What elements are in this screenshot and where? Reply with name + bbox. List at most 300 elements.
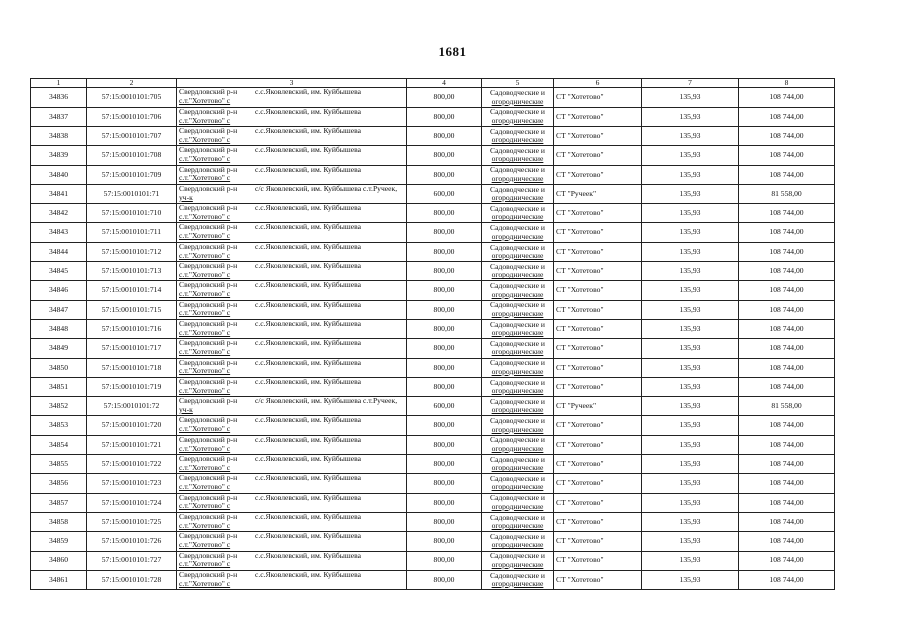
cadastral-value: 108 744,00 (739, 242, 835, 261)
land-purpose (482, 146, 554, 165)
record-number: 34847 (31, 300, 87, 319)
column-header: 6 (554, 79, 642, 88)
land-purpose (482, 88, 554, 107)
land-purpose (482, 570, 554, 589)
district (179, 108, 237, 126)
village: с/с Яковлевский, им. Куйбышева с.т.Ручеек, (255, 396, 398, 406)
cadastral-number: 57:15:0010101:722 (87, 455, 177, 474)
district-line: Свердловский р-н (179, 531, 238, 541)
cadastral-number: 57:15:0010101:705 (87, 88, 177, 107)
table-row (31, 88, 835, 107)
specific-value: 135,93 (642, 493, 739, 512)
record-number: 34851 (31, 377, 87, 396)
district (179, 301, 237, 319)
specific-value: 135,93 (642, 165, 739, 184)
table-row (31, 184, 835, 203)
specific-value: 135,93 (642, 474, 739, 493)
district-line: Свердловский р-н (179, 435, 238, 444)
purpose-line-2: огороднические (491, 212, 544, 222)
district-line: Свердловский р-н (179, 551, 238, 560)
cadastral-value: 108 744,00 (739, 339, 835, 358)
address-cell (177, 416, 407, 435)
village: с.с.Яковлевский, им. Куйбышева (255, 512, 361, 521)
registry-table (30, 78, 835, 590)
cadastral-number: 57:15:0010101:706 (87, 107, 177, 126)
address-cell (177, 358, 407, 377)
organization: СТ "Хотетово" (554, 532, 642, 551)
district-line: Свердловский р-н (179, 184, 238, 193)
purpose-line-2: огороднические (491, 501, 544, 511)
district-line-2: с.т."Хотетово" с (179, 96, 231, 106)
table-row (31, 397, 835, 416)
organization: СТ "Хотетово" (554, 146, 642, 165)
record-number: 34836 (31, 88, 87, 107)
specific-value: 135,93 (642, 551, 739, 570)
address-cell (177, 551, 407, 570)
purpose-line-2: огороднические (491, 96, 544, 106)
specific-value: 135,93 (642, 377, 739, 396)
purpose-line-2: огороднические (491, 328, 544, 338)
district-line: Свердловский р-н (179, 415, 238, 425)
area: 800,00 (407, 242, 482, 261)
record-number: 34848 (31, 319, 87, 338)
purpose-line-2: огороднические (491, 482, 544, 492)
district (179, 204, 237, 222)
area: 800,00 (407, 146, 482, 165)
district-line: Свердловский р-н (179, 222, 238, 232)
district (179, 243, 237, 261)
land-purpose (482, 339, 554, 358)
organization: СТ "Хотетово" (554, 493, 642, 512)
village: с.с.Яковлевский, им. Куйбышева (255, 435, 361, 444)
table-row (31, 146, 835, 165)
table-row (31, 570, 835, 589)
table-row (31, 165, 835, 184)
purpose-line-2: огороднические (491, 270, 544, 280)
column-header: 1 (31, 79, 87, 88)
village: с.с.Яковлевский, им. Куйбышева (255, 280, 361, 290)
purpose-line: Садоводческие и (490, 358, 545, 368)
organization: СТ "Хотетово" (554, 242, 642, 261)
cadastral-value: 108 744,00 (739, 127, 835, 146)
address-cell (177, 88, 407, 107)
cadastral-value: 108 744,00 (739, 165, 835, 184)
organization: СТ "Хотетово" (554, 570, 642, 589)
cadastral-value: 108 744,00 (739, 262, 835, 281)
village: с.с.Яковлевский, им. Куйбышева (255, 242, 361, 251)
village: с.с.Яковлевский, им. Куйбышева (255, 319, 361, 328)
district-line-2: с.т."Хотетово" с (179, 443, 231, 453)
district (179, 397, 237, 415)
table-row (31, 435, 835, 454)
purpose-line-2: огороднические (491, 559, 544, 569)
record-number: 34843 (31, 223, 87, 242)
district-line: Свердловский р-н (179, 377, 238, 386)
record-number: 34838 (31, 127, 87, 146)
organization: СТ "Хотетово" (554, 339, 642, 358)
table-row (31, 455, 835, 474)
cadastral-value: 108 744,00 (739, 416, 835, 435)
cadastral-value: 108 744,00 (739, 493, 835, 512)
purpose-line-2: огороднические (491, 521, 544, 531)
specific-value: 135,93 (642, 184, 739, 203)
cadastral-value: 108 744,00 (739, 532, 835, 551)
organization: СТ "Хотетово" (554, 300, 642, 319)
district-line-2: с.т."Хотетово" с (179, 115, 231, 125)
specific-value: 135,93 (642, 435, 739, 454)
cadastral-value: 108 744,00 (739, 358, 835, 377)
column-header: 8 (739, 79, 835, 88)
address-cell (177, 184, 407, 203)
table-row (31, 358, 835, 377)
record-number: 34852 (31, 397, 87, 416)
area: 800,00 (407, 455, 482, 474)
cadastral-number: 57:15:0010101:718 (87, 358, 177, 377)
address-cell (177, 281, 407, 300)
purpose-line: Садоводческие и (490, 319, 545, 329)
district-line-2: с.т."Хотетово" с (179, 211, 231, 221)
organization: СТ "Хотетово" (554, 319, 642, 338)
cadastral-value: 108 744,00 (739, 455, 835, 474)
land-purpose (482, 377, 554, 396)
district-line: Свердловский р-н (179, 203, 238, 213)
specific-value: 135,93 (642, 88, 739, 107)
cadastral-value: 108 744,00 (739, 512, 835, 531)
cadastral-number: 57:15:0010101:719 (87, 377, 177, 396)
village: с.с.Яковлевский, им. Куйбышева (255, 570, 361, 579)
district-line: Свердловский р-н (179, 570, 238, 579)
record-number: 34861 (31, 570, 87, 589)
area: 800,00 (407, 204, 482, 223)
district-line-2: с.т."Хотетово" с (179, 347, 231, 357)
village: с.с.Яковлевский, им. Куйбышева (255, 531, 361, 541)
cadastral-number: 57:15:0010101:725 (87, 512, 177, 531)
specific-value: 135,93 (642, 397, 739, 416)
purpose-line-2: огороднические (491, 154, 544, 164)
district-line-2: с.т."Хотетово" с (179, 578, 231, 588)
address-cell (177, 107, 407, 126)
land-purpose (482, 416, 554, 435)
purpose-line-2: огороднические (491, 173, 544, 183)
cadastral-number: 57:15:0010101:724 (87, 493, 177, 512)
table-row (31, 107, 835, 126)
land-purpose (482, 300, 554, 319)
table-row (31, 281, 835, 300)
organization: СТ "Хотетово" (554, 88, 642, 107)
district (179, 552, 237, 570)
purpose-line: Садоводческие и (490, 126, 545, 136)
district (179, 262, 237, 280)
purpose-line: Садоводческие и (490, 184, 545, 194)
district-line-2: с.т."Хотетово" с (179, 269, 231, 279)
table-row (31, 223, 835, 242)
record-number: 34842 (31, 204, 87, 223)
specific-value: 135,93 (642, 262, 739, 281)
village: с.с.Яковлевский, им. Куйбышева (255, 551, 361, 560)
specific-value: 135,93 (642, 242, 739, 261)
record-number: 34860 (31, 551, 87, 570)
purpose-line-2: огороднические (491, 405, 544, 415)
specific-value: 135,93 (642, 455, 739, 474)
district-line: Свердловский р-н (179, 319, 238, 328)
purpose-line: Садоводческие и (490, 165, 545, 175)
record-number: 34841 (31, 184, 87, 203)
village: с.с.Яковлевский, им. Куйбышева (255, 493, 361, 502)
district-line: Свердловский р-н (179, 145, 238, 155)
village: с.с.Яковлевский, им. Куйбышева (255, 358, 361, 367)
purpose-line: Садоводческие и (490, 203, 545, 213)
area: 800,00 (407, 551, 482, 570)
district (179, 513, 237, 531)
cadastral-number: 57:15:0010101:727 (87, 551, 177, 570)
organization: СТ "Хотетово" (554, 262, 642, 281)
specific-value: 135,93 (642, 300, 739, 319)
organization: СТ "Хотетово" (554, 223, 642, 242)
purpose-line: Садоводческие и (490, 146, 545, 156)
cadastral-value: 108 744,00 (739, 435, 835, 454)
cadastral-number: 57:15:0010101:717 (87, 339, 177, 358)
village: с.с.Яковлевский, им. Куйбышева (255, 107, 361, 116)
purpose-line: Садоводческие и (490, 242, 545, 252)
village: с.с.Яковлевский, им. Куйбышева (255, 338, 361, 348)
land-purpose (482, 493, 554, 512)
village: с.с.Яковлевский, им. Куйбышева (255, 203, 361, 213)
organization: СТ "Хотетово" (554, 455, 642, 474)
district-line: Свердловский р-н (179, 358, 238, 367)
area: 800,00 (407, 223, 482, 242)
record-number: 34839 (31, 146, 87, 165)
area: 800,00 (407, 339, 482, 358)
cadastral-number: 57:15:0010101:709 (87, 165, 177, 184)
land-purpose (482, 474, 554, 493)
address-cell (177, 397, 407, 416)
land-purpose (482, 184, 554, 203)
village: с.с.Яковлевский, им. Куйбышева (255, 454, 361, 464)
district-line-2: с.т."Хотетово" с (179, 520, 231, 530)
district (179, 146, 237, 164)
area: 800,00 (407, 532, 482, 551)
area: 800,00 (407, 262, 482, 281)
land-purpose (482, 223, 554, 242)
area: 800,00 (407, 300, 482, 319)
address-cell (177, 146, 407, 165)
organization: СТ "Хотетово" (554, 377, 642, 396)
district-line-2: с.т."Хотетово" с (179, 250, 231, 260)
address-cell (177, 223, 407, 242)
purpose-line: Садоводческие и (490, 339, 545, 348)
land-purpose (482, 319, 554, 338)
cadastral-number: 57:15:0010101:726 (87, 532, 177, 551)
district-line-2: уч-к (179, 404, 193, 414)
organization: СТ "Хотетово" (554, 416, 642, 435)
specific-value: 135,93 (642, 358, 739, 377)
organization: СТ "Ручеек" (554, 184, 642, 203)
cadastral-number: 57:15:0010101:715 (87, 300, 177, 319)
address-cell (177, 435, 407, 454)
purpose-line-2: огороднические (491, 463, 544, 473)
land-purpose (482, 455, 554, 474)
record-number: 34845 (31, 262, 87, 281)
village: с.с.Яковлевский, им. Куйбышева (255, 473, 361, 483)
specific-value: 135,93 (642, 146, 739, 165)
district (179, 223, 237, 241)
district-line: Свердловский р-н (179, 107, 238, 116)
district-line-2: уч-к (179, 192, 193, 202)
address-cell (177, 319, 407, 338)
land-purpose (482, 532, 554, 551)
district (179, 436, 237, 454)
land-purpose (482, 281, 554, 300)
district-line-2: с.т."Хотетово" с (179, 385, 231, 395)
district-line-2: с.т."Хотетово" с (179, 540, 231, 550)
table-row (31, 127, 835, 146)
table-row (31, 532, 835, 551)
district-line-2: с.т."Хотетово" с (179, 134, 231, 144)
purpose-line-2: огороднические (491, 578, 544, 588)
village: с.с.Яковлевский, им. Куйбышева (255, 377, 361, 386)
address-cell (177, 165, 407, 184)
village: с.с.Яковлевский, им. Куйбышева (255, 261, 361, 271)
table-row (31, 262, 835, 281)
organization: СТ "Хотетово" (554, 165, 642, 184)
record-number: 34837 (31, 107, 87, 126)
purpose-line: Садоводческие и (490, 531, 545, 541)
specific-value: 135,93 (642, 319, 739, 338)
district (179, 494, 237, 512)
specific-value: 135,93 (642, 570, 739, 589)
district-line-2: с.т."Хотетово" с (179, 424, 231, 434)
cadastral-value: 108 744,00 (739, 570, 835, 589)
record-number: 34856 (31, 474, 87, 493)
cadastral-value: 108 744,00 (739, 204, 835, 223)
district-line: Свердловский р-н (179, 126, 238, 135)
organization: СТ "Хотетово" (554, 551, 642, 570)
address-cell (177, 300, 407, 319)
cadastral-number: 57:15:0010101:723 (87, 474, 177, 493)
purpose-line: Садоводческие и (490, 454, 545, 464)
table-row (31, 319, 835, 338)
cadastral-value: 108 744,00 (739, 88, 835, 107)
table-row (31, 493, 835, 512)
land-purpose (482, 107, 554, 126)
organization: СТ "Хотетово" (554, 281, 642, 300)
area: 800,00 (407, 377, 482, 396)
village: с.с.Яковлевский, им. Куйбышева (255, 126, 361, 135)
header-row (31, 79, 835, 88)
purpose-line-2: огороднические (491, 540, 544, 550)
organization: СТ "Хотетово" (554, 127, 642, 146)
record-number: 34850 (31, 358, 87, 377)
cadastral-value: 108 744,00 (739, 107, 835, 126)
address-cell (177, 262, 407, 281)
record-number: 34846 (31, 281, 87, 300)
district-line: Свердловский р-н (179, 338, 238, 348)
address-cell (177, 339, 407, 358)
address-cell (177, 455, 407, 474)
cadastral-number: 57:15:0010101:72 (87, 397, 177, 416)
purpose-line-2: огороднические (491, 366, 544, 376)
registry-body (31, 88, 835, 590)
district-line: Свердловский р-н (179, 87, 238, 97)
purpose-line: Садоводческие и (490, 493, 545, 503)
page-number: 1681 (438, 44, 467, 59)
district (179, 359, 237, 377)
village: с.с.Яковлевский, им. Куйбышева (255, 222, 361, 232)
area: 800,00 (407, 435, 482, 454)
land-purpose (482, 262, 554, 281)
purpose-line-2: огороднические (491, 386, 544, 395)
district-line: Свердловский р-н (179, 493, 238, 502)
village: с.с.Яковлевский, им. Куйбышева (255, 415, 361, 425)
record-number: 34855 (31, 455, 87, 474)
column-header: 3 (177, 79, 407, 88)
cadastral-value: 108 744,00 (739, 223, 835, 242)
purpose-line-2: огороднические (491, 135, 544, 145)
purpose-line: Садоводческие и (490, 512, 545, 522)
district (179, 166, 237, 184)
land-purpose (482, 397, 554, 416)
purpose-line: Садоводческие и (490, 474, 545, 484)
purpose-line: Садоводческие и (490, 300, 545, 310)
address-cell (177, 377, 407, 396)
column-header: 2 (87, 79, 177, 88)
cadastral-value: 108 744,00 (739, 319, 835, 338)
land-purpose (482, 435, 554, 454)
purpose-line: Садоводческие и (490, 261, 545, 271)
area: 800,00 (407, 88, 482, 107)
district (179, 281, 237, 299)
district-line: Свердловский р-н (179, 512, 238, 521)
purpose-line: Садоводческие и (490, 223, 545, 233)
specific-value: 135,93 (642, 223, 739, 242)
specific-value: 135,93 (642, 281, 739, 300)
district-line: Свердловский р-н (179, 300, 238, 309)
cadastral-number: 57:15:0010101:710 (87, 204, 177, 223)
purpose-line: Садоводческие и (490, 377, 545, 387)
land-purpose (482, 165, 554, 184)
purpose-line-2: огороднические (491, 289, 544, 299)
address-cell (177, 493, 407, 512)
village: с/с Яковлевский, им. Куйбышева с.т.Ручеек, (255, 184, 398, 193)
district-line: Свердловский р-н (179, 396, 238, 406)
area: 800,00 (407, 165, 482, 184)
organization: СТ "Хотетово" (554, 474, 642, 493)
district-line-2: с.т."Хотетово" с (179, 559, 231, 569)
district-line-2: с.т."Хотетово" с (179, 482, 231, 492)
district-line-2: с.т."Хотетово" с (179, 501, 231, 511)
table-row (31, 551, 835, 570)
district (179, 378, 237, 396)
cadastral-number: 57:15:0010101:707 (87, 127, 177, 146)
district-line: Свердловский р-н (179, 280, 238, 290)
purpose-line-2: огороднические (491, 193, 544, 203)
area: 800,00 (407, 319, 482, 338)
district (179, 88, 237, 106)
cadastral-number: 57:15:0010101:728 (87, 570, 177, 589)
specific-value: 135,93 (642, 127, 739, 146)
land-purpose (482, 551, 554, 570)
record-number: 34840 (31, 165, 87, 184)
area: 600,00 (407, 184, 482, 203)
column-header: 5 (482, 79, 554, 88)
district-line-2: с.т."Хотетово" с (179, 366, 231, 376)
cadastral-value: 108 744,00 (739, 146, 835, 165)
purpose-line: Садоводческие и (490, 416, 545, 426)
table-row (31, 377, 835, 396)
organization: СТ "Хотетово" (554, 435, 642, 454)
address-cell (177, 242, 407, 261)
district-line: Свердловский р-н (179, 473, 238, 483)
